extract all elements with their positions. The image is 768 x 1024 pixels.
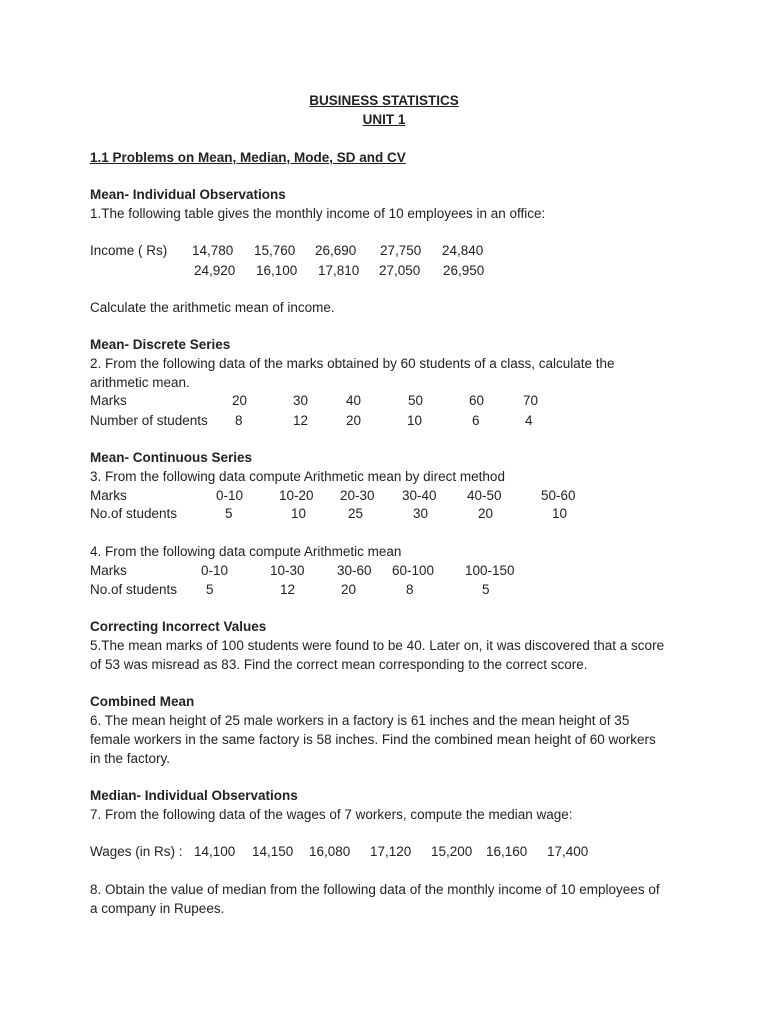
- q4-marks-value: 30-60: [337, 563, 372, 578]
- q1-value: 27,750: [380, 243, 422, 258]
- q4-marks-label: Marks: [90, 563, 127, 578]
- q4-students-value: 20: [341, 582, 357, 597]
- q2-students-value: 4: [525, 413, 533, 428]
- q1-value: 26,690: [315, 243, 357, 258]
- q6-heading: Combined Mean: [90, 694, 195, 709]
- q3-text: 3. From the following data compute Arithmetic mean by direct method: [90, 469, 505, 484]
- q2-students-value: 10: [407, 413, 423, 428]
- q4-marks-value: 10-30: [270, 563, 305, 578]
- q1-value: 17,810: [318, 263, 360, 278]
- q2-text-line1: 2. From the following data of the marks obtained by 60 students of a class, calculate the: [90, 356, 615, 371]
- q3-students-value: 10: [552, 506, 568, 521]
- q1-instruction: Calculate the arithmetic mean of income.: [90, 300, 335, 315]
- q1-value: 14,780: [192, 243, 234, 258]
- q7-heading: Median- Individual Observations: [90, 788, 298, 803]
- q3-heading: Mean- Continuous Series: [90, 450, 253, 465]
- q2-heading: Mean- Discrete Series: [90, 337, 231, 352]
- q2-text-line2: arithmetic mean.: [90, 375, 190, 390]
- q7-wages-label: Wages (in Rs) :: [90, 844, 183, 859]
- q2-students-value: 12: [293, 413, 309, 428]
- document-title: [0, 92, 768, 110]
- q6-line3: in the factory.: [90, 751, 171, 766]
- q3-students-label: No.of students: [90, 506, 178, 521]
- q3-students-value: 10: [291, 506, 307, 521]
- q7-wage-value: 14,100: [194, 844, 236, 859]
- q2-marks-value: 20: [232, 393, 248, 408]
- q3-students-value: 20: [478, 506, 494, 521]
- unit-title: [0, 111, 768, 129]
- q2-marks-label: Marks: [90, 393, 127, 408]
- q5-line1: 5.The mean marks of 100 students were found to be 40. Later on, it was discovered that a score: [90, 638, 665, 653]
- q4-marks-value: 0-10: [201, 563, 229, 578]
- q1-heading: Mean- Individual Observations: [90, 187, 286, 202]
- q6-line1: 6. The mean height of 25 male workers in a factory is 61 inches and the mean height of 35: [90, 713, 630, 728]
- q7-wage-value: 15,200: [431, 844, 473, 859]
- q4-students-value: 5: [482, 582, 490, 597]
- q5-heading: Correcting Incorrect Values: [90, 619, 267, 634]
- q2-marks-value: 50: [408, 393, 424, 408]
- q5-line2: of 53 was misread as 83. Find the correct mean corresponding to the correct score.: [90, 657, 588, 672]
- q3-students-value: 25: [348, 506, 364, 521]
- q3-marks-value: 10-20: [279, 488, 314, 503]
- q4-students-value: 5: [206, 582, 214, 597]
- q3-marks-value: 0-10: [216, 488, 244, 503]
- q4-text: 4. From the following data compute Arithmetic mean: [90, 544, 402, 559]
- q6-line2: female workers in the same factory is 58 inches. Find the combined mean height of 60 workers: [90, 732, 656, 747]
- q1-value: 24,840: [442, 243, 484, 258]
- q1-income-label: Income ( Rs): [90, 243, 168, 258]
- q2-students-value: 20: [346, 413, 362, 428]
- q7-wage-value: 17,400: [547, 844, 589, 859]
- q2-marks-value: 60: [469, 393, 485, 408]
- q1-value: 27,050: [379, 263, 421, 278]
- q7-wage-value: 16,080: [309, 844, 351, 859]
- q2-marks-value: 70: [523, 393, 539, 408]
- q3-marks-value: 20-30: [340, 488, 375, 503]
- q2-marks-value: 30: [293, 393, 309, 408]
- q1-value: 24,920: [194, 263, 236, 278]
- q8-line2: a company in Rupees.: [90, 901, 225, 916]
- q3-marks-value: 30-40: [402, 488, 437, 503]
- q2-students-label: Number of students: [90, 413, 208, 428]
- q7-wage-value: 16,160: [486, 844, 528, 859]
- q1-value: 26,950: [443, 263, 485, 278]
- q3-students-value: 5: [225, 506, 233, 521]
- section-title: 1.1 Problems on Mean, Median, Mode, SD and CV: [90, 150, 406, 165]
- q2-students-value: 8: [235, 413, 243, 428]
- q1-value: 16,100: [256, 263, 298, 278]
- q7-text: 7. From the following data of the wages of 7 workers, compute the median wage:: [90, 807, 573, 822]
- q4-marks-value: 60-100: [392, 563, 435, 578]
- q7-wage-value: 17,120: [370, 844, 412, 859]
- q3-students-value: 30: [413, 506, 429, 521]
- title-text: BUSINESS STATISTICS: [309, 93, 459, 108]
- q4-students-value: 8: [406, 582, 414, 597]
- q1-value: 15,760: [254, 243, 296, 258]
- q3-marks-label: Marks: [90, 488, 127, 503]
- q3-marks-value: 40-50: [467, 488, 502, 503]
- q7-wage-value: 14,150: [252, 844, 294, 859]
- q2-marks-value: 40: [346, 393, 362, 408]
- q8-line1: 8. Obtain the value of median from the following data of the monthly income of 10 employees of: [90, 882, 660, 897]
- q3-marks-value: 50-60: [541, 488, 576, 503]
- q4-students-label: No.of students: [90, 582, 178, 597]
- q4-marks-value: 100-150: [465, 563, 515, 578]
- q4-students-value: 12: [280, 582, 296, 597]
- q1-text: 1.The following table gives the monthly income of 10 employees in an office:: [90, 206, 546, 221]
- q2-students-value: 6: [472, 413, 480, 428]
- unit-text: UNIT 1: [362, 112, 406, 127]
